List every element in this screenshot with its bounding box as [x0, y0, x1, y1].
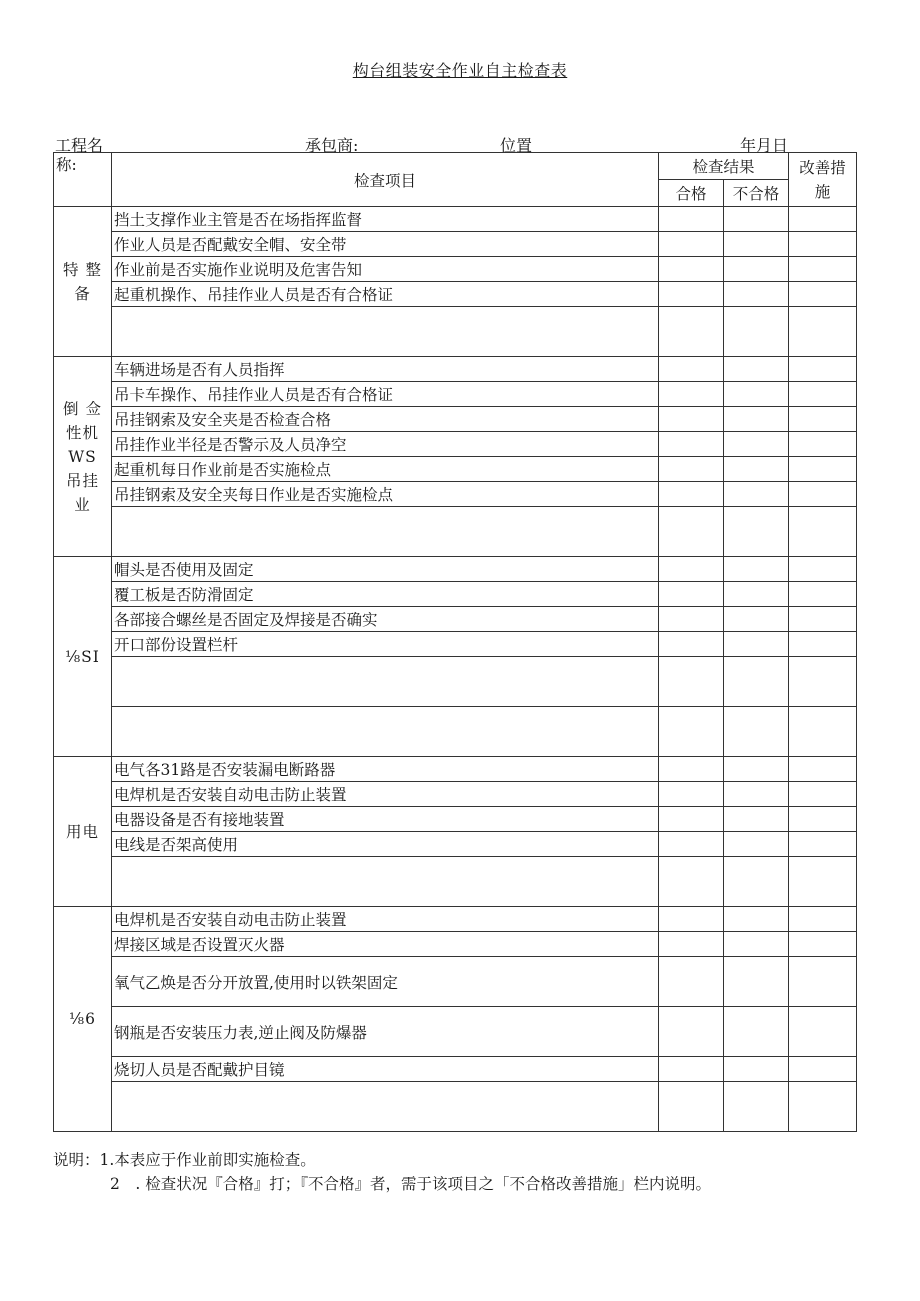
- check-item: [112, 1082, 659, 1132]
- fail-cell[interactable]: [724, 357, 789, 382]
- note-2: 2 . 检查状况『合格』打；『不合格』者，需于该项目之「不合格改善措施」栏内说明。: [110, 1175, 711, 1193]
- improve-cell[interactable]: [789, 382, 857, 407]
- pass-cell[interactable]: [659, 282, 724, 307]
- category-cell: 特 整 备: [54, 207, 112, 357]
- pass-cell[interactable]: [659, 832, 724, 857]
- pass-cell[interactable]: [659, 207, 724, 232]
- table-row: [54, 357, 857, 382]
- fail-header: 不合格: [724, 180, 789, 207]
- table-row: [54, 557, 857, 582]
- table-row: [54, 207, 857, 232]
- improve-cell[interactable]: [789, 1082, 857, 1132]
- improve-cell[interactable]: [789, 557, 857, 582]
- table-row: [54, 832, 857, 857]
- fail-cell[interactable]: [724, 407, 789, 432]
- pass-cell[interactable]: [659, 557, 724, 582]
- improve-cell[interactable]: [789, 807, 857, 832]
- fail-cell[interactable]: [724, 632, 789, 657]
- table-row: [54, 582, 857, 607]
- category-cell: 倒 佥 性机 WS 吊挂 业: [54, 357, 112, 557]
- improve-header-text: 改善措施: [799, 158, 846, 201]
- check-item: 吊挂钢索及安全夹每日作业是否实施检点: [112, 482, 659, 507]
- check-item: 起重机每日作业前是否实施检点: [112, 457, 659, 482]
- fail-cell[interactable]: [724, 257, 789, 282]
- improve-cell[interactable]: [789, 407, 857, 432]
- fail-cell[interactable]: [724, 432, 789, 457]
- improve-cell[interactable]: [789, 357, 857, 382]
- pass-header: 合格: [659, 180, 724, 207]
- note-1: 说明：1.本表应于作业前即实施检查。: [53, 1151, 316, 1169]
- fail-cell[interactable]: [724, 1057, 789, 1082]
- fail-cell[interactable]: [724, 232, 789, 257]
- fail-cell[interactable]: [724, 1007, 789, 1057]
- header-row-1: [54, 153, 857, 180]
- pass-cell[interactable]: [659, 907, 724, 932]
- fail-cell[interactable]: [724, 757, 789, 782]
- check-item: 各部接合螺丝是否固定及焊接是否确实: [112, 607, 659, 632]
- pass-cell[interactable]: [659, 432, 724, 457]
- check-item: [112, 507, 659, 557]
- table-row: [54, 782, 857, 807]
- improve-header: [789, 153, 857, 207]
- improve-cell[interactable]: [789, 782, 857, 807]
- improve-cell[interactable]: [789, 207, 857, 232]
- check-item: [112, 857, 659, 907]
- improve-cell[interactable]: [789, 432, 857, 457]
- check-item: [112, 707, 659, 757]
- table-row: [54, 932, 857, 957]
- pass-cell[interactable]: [659, 707, 724, 757]
- improve-cell[interactable]: [789, 832, 857, 857]
- table-row: [54, 1057, 857, 1082]
- improve-cell[interactable]: [789, 482, 857, 507]
- items-header: 检查项目: [112, 153, 659, 207]
- form-title: 构台组装安全作业自主检查表: [352, 61, 568, 80]
- fail-cell[interactable]: [724, 782, 789, 807]
- table-row: [54, 907, 857, 932]
- improve-cell[interactable]: [789, 1057, 857, 1082]
- check-item: 起重机操作、吊挂作业人员是否有合格证: [112, 282, 659, 307]
- table-row: [54, 382, 857, 407]
- table-row: [54, 457, 857, 482]
- check-item: 电焊机是否安装自动电击防止装置: [112, 907, 659, 932]
- improve-cell[interactable]: [789, 707, 857, 757]
- check-item: 挡土支撑作业主管是否在场指挥监督: [112, 207, 659, 232]
- pass-cell[interactable]: [659, 932, 724, 957]
- table-row: [54, 757, 857, 782]
- fail-cell[interactable]: [724, 482, 789, 507]
- check-item: 车辆进场是否有人员指挥: [112, 357, 659, 382]
- date-label: 年月日: [740, 136, 789, 155]
- fail-cell[interactable]: [724, 557, 789, 582]
- pass-cell[interactable]: [659, 457, 724, 482]
- pass-cell[interactable]: [659, 407, 724, 432]
- inspection-table: [53, 152, 857, 1132]
- fail-cell[interactable]: [724, 307, 789, 357]
- table-row: [54, 807, 857, 832]
- table-row: [54, 657, 857, 707]
- pass-cell[interactable]: [659, 357, 724, 382]
- improve-cell[interactable]: [789, 232, 857, 257]
- fail-cell[interactable]: [724, 932, 789, 957]
- improve-cell[interactable]: [789, 607, 857, 632]
- fail-cell[interactable]: [724, 507, 789, 557]
- category-cell: ⅛6: [54, 907, 112, 1132]
- pass-cell[interactable]: [659, 657, 724, 707]
- fail-cell[interactable]: [724, 582, 789, 607]
- improve-cell[interactable]: [789, 857, 857, 907]
- pass-cell[interactable]: [659, 482, 724, 507]
- improve-cell[interactable]: [789, 282, 857, 307]
- improve-cell[interactable]: [789, 1007, 857, 1057]
- pass-cell[interactable]: [659, 1057, 724, 1082]
- pass-cell[interactable]: [659, 1007, 724, 1057]
- improve-cell[interactable]: [789, 307, 857, 357]
- table-row: [54, 257, 857, 282]
- table-row: [54, 507, 857, 557]
- pass-cell[interactable]: [659, 232, 724, 257]
- fail-cell[interactable]: [724, 957, 789, 1007]
- improve-cell[interactable]: [789, 957, 857, 1007]
- pass-cell[interactable]: [659, 257, 724, 282]
- pass-cell[interactable]: [659, 757, 724, 782]
- check-item: 吊挂作业半径是否警示及人员净空: [112, 432, 659, 457]
- check-item: 焊接区域是否设置灭火器: [112, 932, 659, 957]
- table-row: [54, 407, 857, 432]
- check-item: 吊挂钢索及安全夹是否检查合格: [112, 407, 659, 432]
- fail-cell[interactable]: [724, 832, 789, 857]
- fail-cell[interactable]: [724, 907, 789, 932]
- fail-cell[interactable]: [724, 282, 789, 307]
- check-item: [112, 657, 659, 707]
- improve-cell[interactable]: [789, 757, 857, 782]
- check-item: 帽头是否使用及固定: [112, 557, 659, 582]
- table-row: [54, 857, 857, 907]
- check-item: 钢瓶是否安装压力表,逆止阀及防爆器: [112, 1007, 659, 1057]
- check-item: 氧气乙焕是否分开放置,使用时以铁架固定: [112, 957, 659, 1007]
- check-item: 覆工板是否防滑固定: [112, 582, 659, 607]
- pass-cell[interactable]: [659, 1082, 724, 1132]
- check-item: 作业前是否实施作业说明及危害告知: [112, 257, 659, 282]
- check-item: [112, 307, 659, 357]
- table-row: [54, 1082, 857, 1132]
- table-row: [54, 957, 857, 1007]
- contractor-label: 承包商:: [305, 136, 359, 155]
- project-name-continued: 称:: [54, 153, 112, 207]
- table-row: [54, 432, 857, 457]
- check-item: 电器设备是否有接地装置: [112, 807, 659, 832]
- fail-cell[interactable]: [724, 382, 789, 407]
- notes: [53, 1148, 711, 1196]
- check-item: 开口部份设置栏杆: [112, 632, 659, 657]
- improve-cell[interactable]: [789, 582, 857, 607]
- fail-cell[interactable]: [724, 807, 789, 832]
- check-item: 电焊机是否安装自动电击防止装置: [112, 782, 659, 807]
- result-header: 检查结果: [659, 153, 789, 180]
- check-item: 电气各31路是否安装漏电断路器: [112, 757, 659, 782]
- pass-cell[interactable]: [659, 782, 724, 807]
- category-cell: ⅛SI: [54, 557, 112, 757]
- table-row: [54, 707, 857, 757]
- fail-cell[interactable]: [724, 457, 789, 482]
- project-name-label: 工程名: [55, 136, 104, 155]
- table-row: [54, 1007, 857, 1057]
- improve-cell[interactable]: [789, 507, 857, 557]
- pass-cell[interactable]: [659, 607, 724, 632]
- improve-cell[interactable]: [789, 657, 857, 707]
- pass-cell[interactable]: [659, 382, 724, 407]
- pass-cell[interactable]: [659, 582, 724, 607]
- fail-cell[interactable]: [724, 607, 789, 632]
- pass-cell[interactable]: [659, 857, 724, 907]
- pass-cell[interactable]: [659, 632, 724, 657]
- fail-cell[interactable]: [724, 857, 789, 907]
- pass-cell[interactable]: [659, 307, 724, 357]
- check-item: 作业人员是否配戴安全帽、安全带: [112, 232, 659, 257]
- table-row: [54, 607, 857, 632]
- table-row: [54, 482, 857, 507]
- check-item: 电线是否架高使用: [112, 832, 659, 857]
- category-cell: 用电: [54, 757, 112, 907]
- fail-cell[interactable]: [724, 207, 789, 232]
- improve-cell[interactable]: [789, 632, 857, 657]
- table-row: [54, 232, 857, 257]
- pass-cell[interactable]: [659, 507, 724, 557]
- location-label: 位置: [500, 136, 533, 155]
- improve-cell[interactable]: [789, 932, 857, 957]
- table-row: [54, 282, 857, 307]
- pass-cell[interactable]: [659, 957, 724, 1007]
- improve-cell[interactable]: [789, 457, 857, 482]
- check-item: 烧切人员是否配戴护目镜: [112, 1057, 659, 1082]
- improve-cell[interactable]: [789, 257, 857, 282]
- improve-cell[interactable]: [789, 907, 857, 932]
- fail-cell[interactable]: [724, 657, 789, 707]
- table-row: [54, 307, 857, 357]
- table-row: [54, 632, 857, 657]
- pass-cell[interactable]: [659, 807, 724, 832]
- check-item: 吊卡车操作、吊挂作业人员是否有合格证: [112, 382, 659, 407]
- fail-cell[interactable]: [724, 1082, 789, 1132]
- fail-cell[interactable]: [724, 707, 789, 757]
